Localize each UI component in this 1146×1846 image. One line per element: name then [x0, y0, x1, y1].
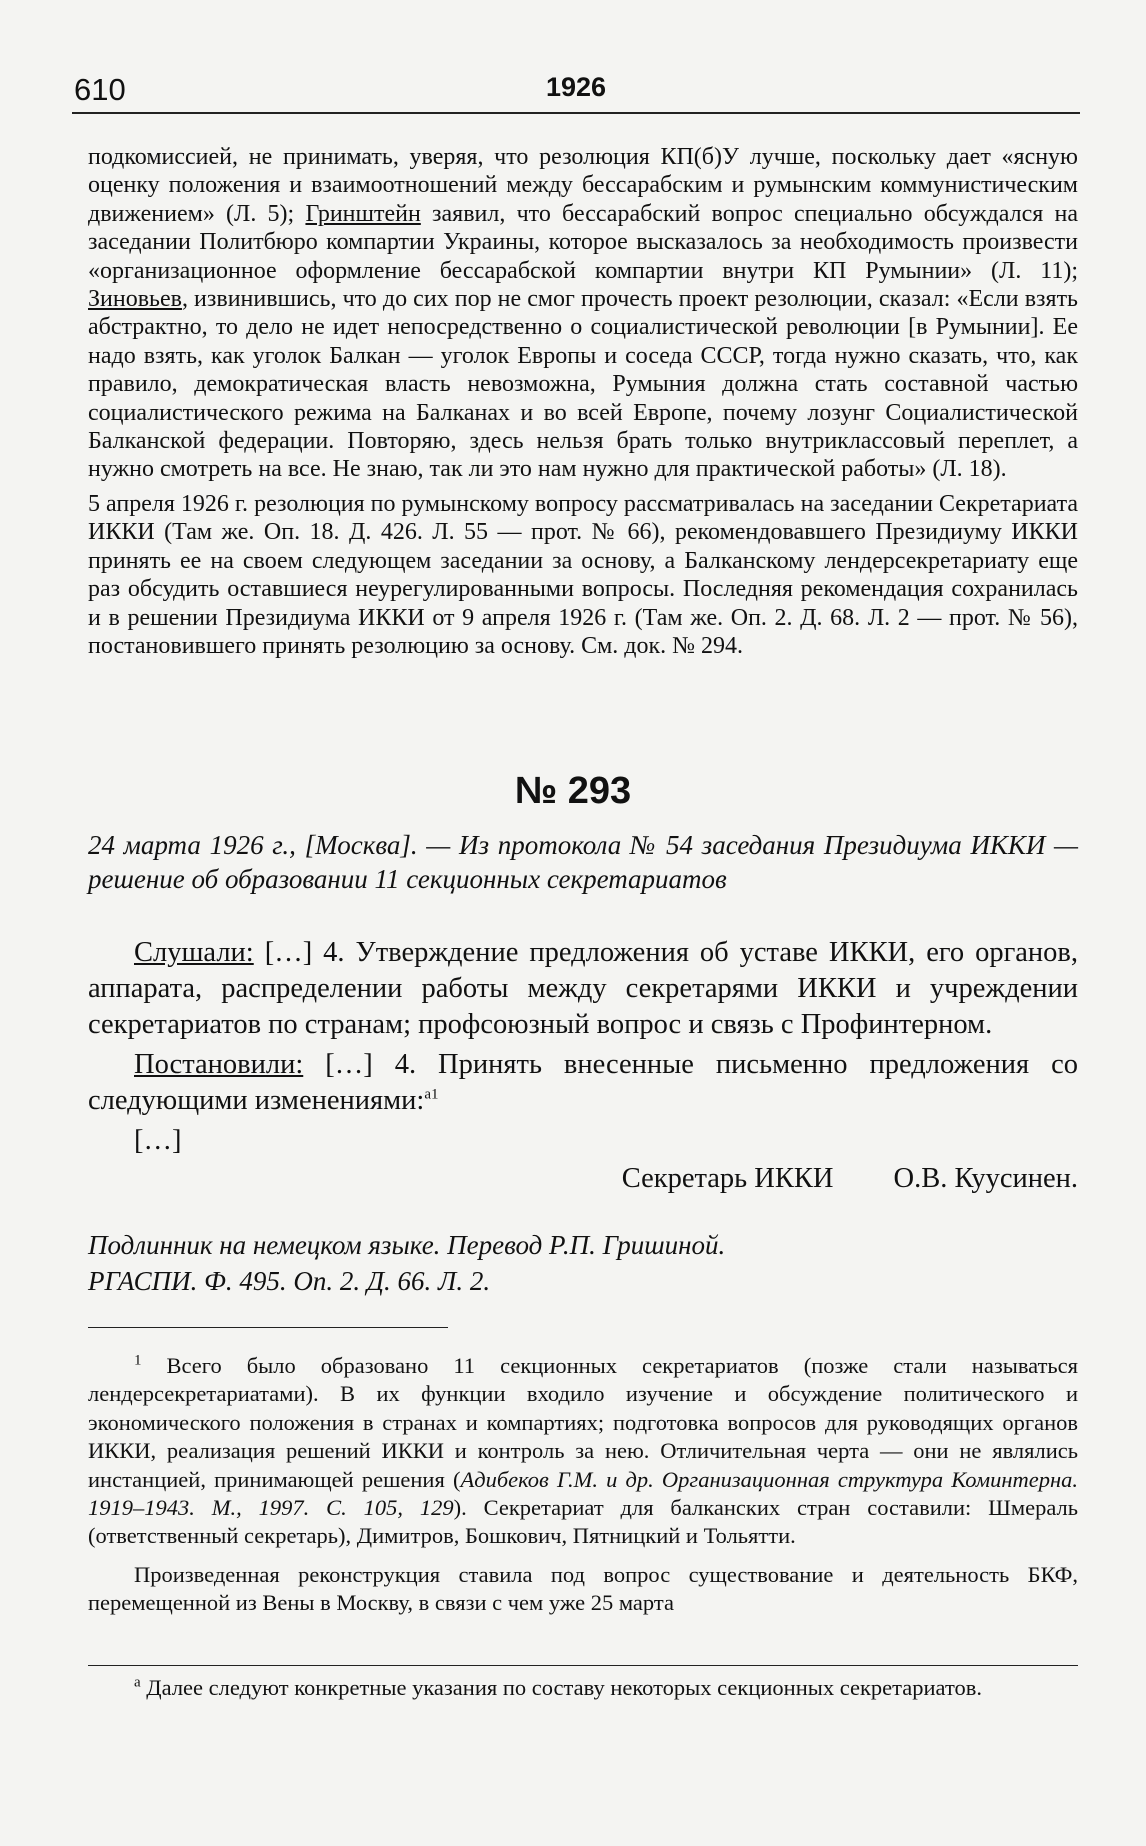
footnote-divider	[88, 1327, 448, 1328]
name-grinshtein: Гринштейн	[305, 200, 421, 227]
protocol-body	[88, 935, 1078, 1159]
document-number: № 293	[514, 770, 632, 812]
heard-label: Слушали:	[134, 937, 254, 968]
document-title: 24 марта 1926 г., [Москва]. — Из протокола № 54 заседания Президиума ИККИ — решение об образовании 11 секционных секретариатов	[88, 830, 1078, 894]
heard-paragraph: Слушали: […] 4. Утверждение предложения об уставе ИККИ, его органов, аппарата, распределении работы между секретарями ИККИ и учреждении секретариатов по странам; профсоюзный вопрос и связь с Профинтерном.	[88, 937, 1078, 1040]
footnote-ref: а1	[424, 1086, 439, 1103]
page-header	[72, 72, 1080, 114]
running-head: 1926	[545, 72, 607, 102]
commentary-paragraph-2: 5 апреля 1926 г. резолюция по румынскому вопросу рассматривалась на заседании Секретариата ИККИ (Там же. Оп. 18. Д. 426. Л. 55 — прот. № 66), рекомендовавшего Президиуму ИККИ принять ее на своем следующем заседании за основу, а Балканскому лендерсекретариату еще раз обсудить оставшиеся неурегулированными вопросы. Последняя рекомендация сохранилась и в решении Президиума ИККИ от 9 апреля 1926 г. (Там же. Оп. 2. Д. 68. Л. 2 — прот. № 56), постановившего принять резолюцию за основу. См. док. № 294.	[88, 490, 1078, 659]
signature-name: О.В. Куусинен.	[893, 1163, 1078, 1194]
source-line-1: Подлинник на немецком языке. Перевод Р.П. Гришиной.	[88, 1230, 726, 1260]
footnote-1-paragraph-2: Произведенная реконструкция ставила под вопрос существование и деятельность БКФ, перемещенной из Вены в Москву, в связи с чем уже 25 марта	[88, 1561, 1078, 1616]
decided-label: Постановили:	[134, 1049, 304, 1080]
footnote-citation: Адибеков Г.М. и др. Организационная структура Коминтерна. 1919–1943. М., 1997. С. 105, 129	[88, 1466, 1078, 1521]
footnote-a: $^а$ Далее следуют конкретные указания по составу некоторых секционных секретариатов.	[88, 1665, 1078, 1702]
commentary-paragraph-1: подкомиссией, не принимать, уверяя, что резолюция КП(б)У лучше, поскольку дает «ясную оценку положения и взаимоотношений между бессарабским и румынским коммунистическим движением» (Л. 5); Гринштейн заявил, что бессарабский вопрос специально обсуждался на заседании Политбюро компартии Украины, которое высказалось за необходимость произвести «организационное оформление бессарабской компартии внутри КП Румынии» (Л. 11); Зиновьев, извинившись, что до сих пор не смог прочесть проект резолюции, сказал: «Если взять абстрактно, то дело не идет непосредственно о социалистической революции [в Румынии]. Ее надо взять, как уголок Балкан — уголок Европы и соседа СССР, тогда нужно сказать, что, как правило, демократическая власть невозможна, Румыния должна стать составной частью социалистического режима на Балканах и во всей Европе, почему лозунг Социалистической Балканской федерации. Повторяю, здесь нельзя брать только внутриклассовый переплет, а нужно смотреть на все. Не знаю, так ли это нам нужно для практической работы» (Л. 18).	[88, 144, 1078, 483]
signature-role: Секретарь ИККИ	[621, 1163, 834, 1194]
archival-source	[88, 1227, 1078, 1299]
page-number: 610	[74, 72, 126, 107]
ellipsis: […]	[134, 1125, 182, 1156]
name-zinoviev: Зиновьев	[88, 286, 182, 313]
footnote-a-mark: а	[134, 1674, 141, 1691]
footnote-1-mark: 1	[134, 1352, 142, 1369]
signature	[88, 1163, 1078, 1195]
source-line-2: РГАСПИ. Ф. 495. Оп. 2. Д. 66. Л. 2.	[88, 1266, 491, 1296]
footnote-1: $^1$ Всего было образовано 11 секционных секретариатов (позже стали называться лендерсекретариатами). В их функции входило изучение и обсуждение политического и экономического положения в странах и компартиях; подготовка вопросов для руководящих органов ИККИ, реализация решений ИККИ и контроль за нею. Отличительная черта — они не являлись инстанцией, принимающей решения (Адибеков Г.М. и др. Организационная структура Коминтерна. 1919–1943. М., 1997. С. 105, 129). Секретариат для балканских стран составили: Шмераль (ответственный секретарь), Димитров, Бошкович, Пятницкий и Тольятти. Произведенная реконструкция ставила под вопрос существование и деятельность БКФ, перемещенной из Вены в Москву, в связи с чем уже 25 марта	[88, 1352, 1078, 1618]
decided-paragraph: Постановили: […] 4. Принять внесенные письменно предложения со следующими изменениями:$^{а1}$	[88, 1049, 1078, 1116]
top-commentary	[88, 143, 1078, 660]
